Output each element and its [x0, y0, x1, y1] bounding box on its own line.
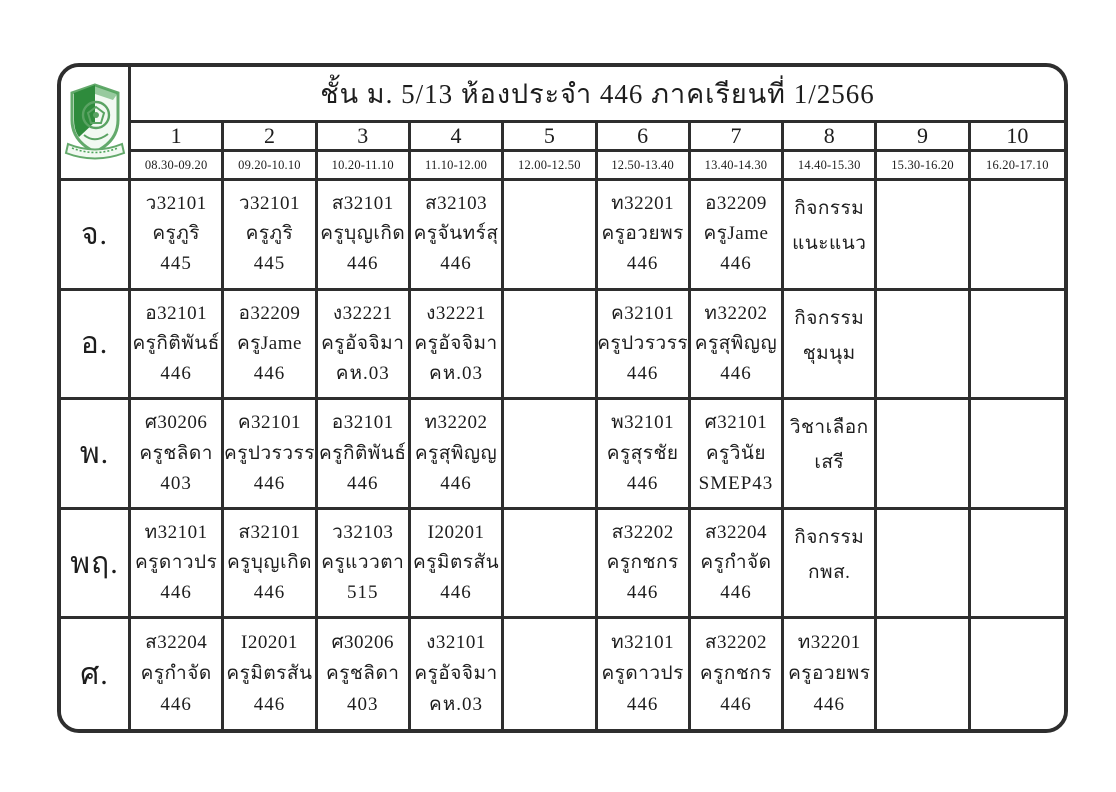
- course-code: อ32209: [704, 193, 767, 215]
- timetable-cell: [598, 619, 691, 729]
- room-number: 446: [626, 253, 659, 275]
- timetable-cell: [318, 510, 411, 620]
- teacher-name: ครูปวรวรร: [597, 332, 689, 354]
- course-code: I20201: [241, 632, 298, 654]
- room-number: 445: [253, 253, 286, 275]
- room-number: 446: [160, 582, 192, 604]
- teacher-name: ครูสุพิญญ: [414, 442, 498, 464]
- timetable-cell-empty: [877, 181, 970, 291]
- teacher-name: ครูกชกร: [699, 663, 772, 685]
- timetable-cell-empty: [971, 510, 1064, 620]
- teacher-name: ครูภูริ: [245, 223, 294, 245]
- timetable-cell: [784, 181, 877, 291]
- timetable-cell: [691, 181, 784, 291]
- timetable-cell: [784, 619, 877, 729]
- period-time: 12.00-12.50: [504, 152, 597, 181]
- timetable-cell: [131, 510, 224, 620]
- timetable-cell-empty: [971, 291, 1064, 401]
- course-code: ว32101: [238, 193, 301, 215]
- course-code: ศ32101: [704, 412, 768, 434]
- teacher-name: ครูอัจจิมา: [414, 332, 498, 354]
- timetable-cell-empty: [504, 619, 597, 729]
- timetable-cell: [131, 619, 224, 729]
- room-number: SMEP43: [698, 472, 774, 494]
- timetable-cell-empty: [504, 510, 597, 620]
- period-number: 6: [598, 123, 691, 152]
- course-code: อ32209: [238, 302, 301, 324]
- timetable-cell: [224, 181, 317, 291]
- teacher-name: ครูมิตรสัน: [413, 552, 500, 574]
- room-number: 446: [346, 472, 379, 494]
- room-number: คห.03: [429, 363, 484, 385]
- course-code: ท32101: [611, 632, 675, 654]
- course-code: ง32101: [426, 632, 486, 654]
- timetable-cell: [411, 181, 504, 291]
- room-number: 445: [160, 253, 192, 275]
- day-label: อ.: [61, 291, 131, 401]
- room-number: 446: [720, 253, 752, 275]
- room-number: 446: [346, 253, 379, 275]
- room-number: 446: [253, 363, 286, 385]
- course-code: กิจกรรม: [794, 307, 865, 329]
- timetable-cell: [131, 181, 224, 291]
- course-code: กิจกรรม: [794, 198, 865, 220]
- course-code: ท32202: [704, 302, 768, 324]
- room-number: 446: [720, 363, 752, 385]
- teacher-name: ครูบุญเกิด: [320, 223, 406, 245]
- timetable-cell: [598, 400, 691, 510]
- page-title: ชั้น ม. 5/13 ห้องประจำ 446 ภาคเรียนที่ 1/2566: [131, 67, 1064, 123]
- timetable-cell: [224, 510, 317, 620]
- period-number: 1: [131, 123, 224, 152]
- teacher-name: ชุมนุม: [802, 342, 856, 364]
- room-number: 446: [440, 472, 472, 494]
- course-code: I20201: [427, 521, 485, 543]
- room-number: คห.03: [429, 694, 484, 716]
- timetable-cell: [691, 400, 784, 510]
- timetable-cell: [784, 400, 877, 510]
- room-number: 446: [626, 363, 659, 385]
- teacher-name: ครูกำจัด: [140, 663, 212, 685]
- timetable-cell: [318, 619, 411, 729]
- logo-cell: [61, 67, 131, 181]
- period-time: 13.40-14.30: [691, 152, 784, 181]
- course-code: ง32221: [426, 302, 486, 324]
- period-number: 3: [318, 123, 411, 152]
- period-time: 08.30-09.20: [131, 152, 224, 181]
- course-code: ส32101: [238, 521, 301, 543]
- day-label: พฤ.: [61, 510, 131, 620]
- period-number: 8: [784, 123, 877, 152]
- timetable-cell: [598, 510, 691, 620]
- course-code: ท32101: [144, 521, 208, 543]
- period-number: 7: [691, 123, 784, 152]
- teacher-name: เสรี: [814, 452, 845, 474]
- room-number: 446: [253, 472, 286, 494]
- timetable-cell: [598, 181, 691, 291]
- timetable-cell-empty: [504, 291, 597, 401]
- period-time: 15.30-16.20: [877, 152, 970, 181]
- teacher-name: ครูภูริ: [152, 223, 200, 245]
- course-code: กิจกรรม: [794, 526, 865, 548]
- timetable-cell-empty: [877, 619, 970, 729]
- teacher-name: ครูดาวปร: [601, 663, 684, 685]
- timetable-cell: [598, 291, 691, 401]
- room-number: 403: [160, 472, 192, 494]
- teacher-name: ครูกิติพันธ์: [319, 442, 407, 464]
- room-number: 446: [626, 472, 659, 494]
- period-number: 4: [411, 123, 504, 152]
- course-code: อ32101: [145, 302, 208, 324]
- course-code: ค32101: [237, 412, 302, 434]
- room-number: 446: [626, 694, 659, 716]
- timetable-cell-empty: [971, 619, 1064, 729]
- timetable-cell: [318, 291, 411, 401]
- room-number: 446: [440, 582, 472, 604]
- room-number: คห.03: [335, 363, 390, 385]
- teacher-name: ครูชลิดา: [139, 442, 213, 464]
- timetable-cell-empty: [971, 181, 1064, 291]
- teacher-name: ครูสุพิญญ: [694, 332, 778, 354]
- teacher-name: ครูมิตรสัน: [226, 663, 313, 685]
- teacher-name: ครูดาวปร: [134, 552, 218, 574]
- course-code: อ32101: [331, 412, 394, 434]
- timetable-cell-empty: [504, 400, 597, 510]
- course-code: ส32103: [424, 193, 488, 215]
- day-label: จ.: [61, 181, 131, 291]
- timetable-cell: [784, 291, 877, 401]
- course-code: ท32202: [424, 412, 488, 434]
- timetable-cell: [224, 291, 317, 401]
- room-number: 446: [160, 694, 192, 716]
- room-number: 446: [813, 694, 845, 716]
- period-number: 2: [224, 123, 317, 152]
- timetable-cell-empty: [971, 400, 1064, 510]
- course-code: ส32202: [611, 521, 674, 543]
- teacher-name: ครูJame: [236, 332, 302, 354]
- period-time: 14.40-15.30: [784, 152, 877, 181]
- room-number: 446: [626, 582, 659, 604]
- course-code: ท32201: [611, 193, 675, 215]
- teacher-name: ครูบุญเกิด: [226, 552, 312, 574]
- course-code: ส32101: [331, 193, 394, 215]
- room-number: 515: [346, 582, 379, 604]
- course-code: ง32221: [332, 302, 393, 324]
- timetable-cell: [411, 619, 504, 729]
- timetable-cell-empty: [877, 291, 970, 401]
- teacher-name: แนะแนว: [792, 233, 867, 255]
- course-code: ว32101: [145, 193, 207, 215]
- room-number: 403: [346, 694, 379, 716]
- teacher-name: ครูจันทร์สุ: [413, 223, 499, 245]
- room-number: 446: [253, 694, 286, 716]
- teacher-name: กพส.: [808, 562, 851, 584]
- timetable-cell-empty: [877, 400, 970, 510]
- timetable-cell-empty: [504, 181, 597, 291]
- timetable-cell: [224, 619, 317, 729]
- teacher-name: ครูอวยพร: [788, 663, 871, 685]
- course-code: ส32204: [145, 632, 208, 654]
- teacher-name: ครูแววตา: [321, 552, 405, 574]
- course-code: ว32103: [332, 521, 394, 543]
- period-time: 10.20-11.10: [318, 152, 411, 181]
- teacher-name: ครูอวยพร: [601, 223, 684, 245]
- day-label: ศ.: [61, 619, 131, 729]
- teacher-name: ครูอัจจิมา: [414, 663, 498, 685]
- timetable-cell: [784, 510, 877, 620]
- timetable-cell: [691, 291, 784, 401]
- course-code: ส32204: [704, 521, 767, 543]
- teacher-name: ครูกำจัด: [700, 552, 772, 574]
- timetable-cell: [224, 400, 317, 510]
- timetable: [57, 63, 1068, 733]
- timetable-cell: [131, 400, 224, 510]
- course-code: ศ30206: [144, 412, 208, 434]
- period-time: 09.20-10.10: [224, 152, 317, 181]
- course-code: วิชาเลือก: [789, 417, 869, 439]
- room-number: 446: [720, 694, 752, 716]
- timetable-cell: [131, 291, 224, 401]
- timetable-cell: [318, 400, 411, 510]
- period-number: 10: [971, 123, 1064, 152]
- timetable-cell: [691, 510, 784, 620]
- teacher-name: ครูสุรชัย: [606, 442, 679, 464]
- timetable-cell-empty: [877, 510, 970, 620]
- course-code: ค32101: [611, 302, 675, 324]
- course-code: ส32202: [704, 632, 767, 654]
- school-crest-icon: [64, 80, 126, 166]
- room-number: 446: [440, 253, 472, 275]
- period-time: 12.50-13.40: [598, 152, 691, 181]
- room-number: 446: [253, 582, 286, 604]
- timetable-cell: [411, 400, 504, 510]
- course-code: ศ30206: [331, 632, 395, 654]
- teacher-name: ครูปวรวรร: [224, 442, 315, 464]
- period-time: 16.20-17.10: [971, 152, 1064, 181]
- timetable-cell: [691, 619, 784, 729]
- timetable-cell: [411, 291, 504, 401]
- period-time: 11.10-12.00: [411, 152, 504, 181]
- teacher-name: ครูกชกร: [606, 552, 679, 574]
- room-number: 446: [720, 582, 752, 604]
- teacher-name: ครูวินัย: [705, 442, 767, 464]
- course-code: พ32101: [611, 412, 675, 434]
- day-label: พ.: [61, 400, 131, 510]
- period-number: 9: [877, 123, 970, 152]
- teacher-name: ครูอัจจิมา: [321, 332, 405, 354]
- teacher-name: ครูชลิดา: [326, 663, 400, 685]
- period-number: 5: [504, 123, 597, 152]
- course-code: ท32201: [797, 632, 861, 654]
- teacher-name: ครูกิติพันธ์: [132, 332, 220, 354]
- timetable-cell: [411, 510, 504, 620]
- teacher-name: ครูJame: [703, 223, 769, 245]
- room-number: 446: [160, 363, 192, 385]
- timetable-cell: [318, 181, 411, 291]
